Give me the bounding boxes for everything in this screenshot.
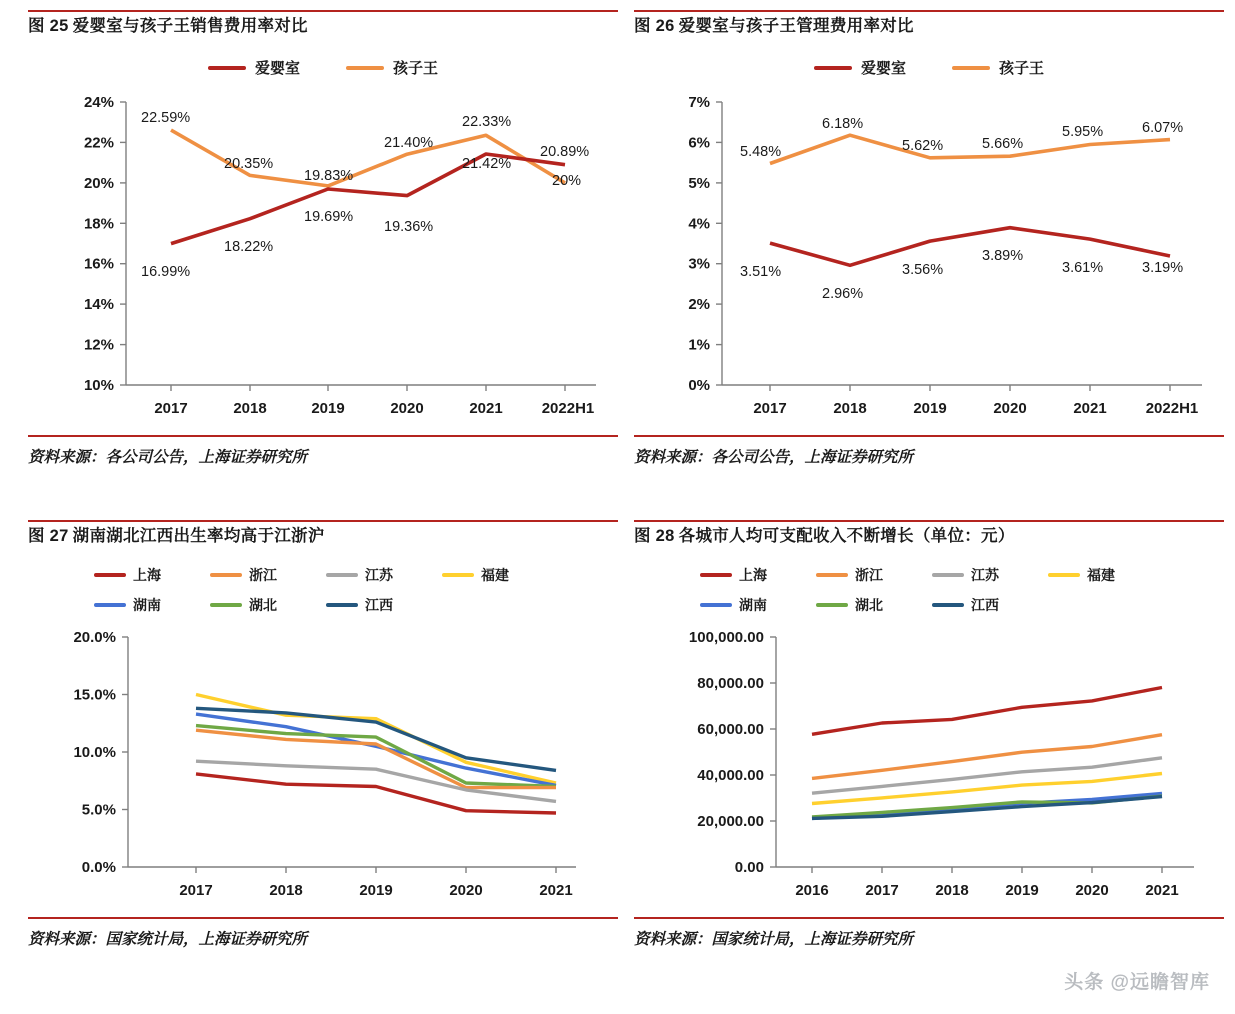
svg-text:5.0%: 5.0% bbox=[81, 801, 116, 819]
figure-27-number: 图 27 bbox=[28, 527, 69, 545]
svg-text:2020: 2020 bbox=[390, 400, 424, 417]
figure-27-title-text: 湖南湖北江西出生率均高于江浙沪 bbox=[72, 527, 325, 545]
legend-item-zhejiang bbox=[816, 565, 926, 585]
legend-label: 江苏 bbox=[365, 567, 393, 583]
legend-swatch-green bbox=[210, 603, 242, 607]
svg-text:100,000.00: 100,000.00 bbox=[688, 629, 764, 646]
figure-25-panel bbox=[28, 10, 618, 480]
svg-text:5.66%: 5.66% bbox=[982, 136, 1024, 152]
svg-text:19.69%: 19.69% bbox=[304, 209, 354, 225]
legend-item-hunan bbox=[94, 595, 204, 615]
legend-item-fujian bbox=[1048, 565, 1158, 585]
legend-swatch-darkblue bbox=[932, 603, 964, 607]
svg-text:2.96%: 2.96% bbox=[822, 286, 864, 302]
legend-label: 孩子王 bbox=[999, 60, 1045, 77]
legend-label: 浙江 bbox=[249, 567, 277, 583]
legend-swatch-darkblue bbox=[326, 603, 358, 607]
figure-26-title-text: 爱婴室与孩子王管理费用率对比 bbox=[678, 17, 914, 35]
svg-text:21.42%: 21.42% bbox=[462, 156, 512, 172]
svg-text:2022H1: 2022H1 bbox=[541, 400, 595, 417]
svg-text:22%: 22% bbox=[83, 134, 114, 152]
legend-item-empty bbox=[442, 595, 552, 615]
svg-text:5.95%: 5.95% bbox=[1062, 124, 1104, 140]
legend-item-fujian bbox=[442, 565, 552, 585]
figure-27-title bbox=[28, 522, 618, 553]
figure-27-panel bbox=[28, 520, 618, 1010]
svg-text:2021: 2021 bbox=[1145, 882, 1179, 899]
svg-text:2019: 2019 bbox=[1005, 882, 1039, 899]
svg-text:3.61%: 3.61% bbox=[1062, 260, 1104, 276]
figure-26-number: 图 26 bbox=[634, 17, 675, 35]
legend-swatch-green bbox=[816, 603, 848, 607]
svg-text:20,000.00: 20,000.00 bbox=[697, 813, 764, 830]
legend-item-zhejiang bbox=[210, 565, 320, 585]
figure-26-source: 资料来源：各公司公告，上海证券研究所 bbox=[634, 435, 1224, 467]
legend-item-aiyingshi bbox=[814, 57, 906, 78]
svg-text:40,000.00: 40,000.00 bbox=[697, 767, 764, 784]
svg-text:5%: 5% bbox=[688, 174, 710, 192]
figure-28-plot bbox=[634, 617, 1224, 917]
legend-swatch-blue bbox=[700, 603, 732, 607]
svg-text:80,000.00: 80,000.00 bbox=[697, 675, 764, 692]
svg-text:0.00: 0.00 bbox=[734, 859, 764, 876]
legend-swatch-blue bbox=[94, 603, 126, 607]
svg-text:3.51%: 3.51% bbox=[740, 264, 782, 280]
legend-label: 孩子王 bbox=[393, 60, 439, 77]
legend-item-haiziwang bbox=[346, 57, 438, 78]
svg-text:15.0%: 15.0% bbox=[73, 686, 116, 704]
svg-text:22.59%: 22.59% bbox=[141, 110, 191, 126]
legend-label: 浙江 bbox=[855, 567, 883, 583]
svg-text:20%: 20% bbox=[83, 174, 114, 192]
legend-swatch-orange bbox=[816, 573, 848, 577]
svg-text:2022H1: 2022H1 bbox=[1145, 400, 1199, 417]
legend-label: 爱婴室 bbox=[860, 60, 906, 77]
svg-text:16%: 16% bbox=[83, 255, 114, 273]
svg-text:2017: 2017 bbox=[154, 400, 188, 417]
legend-item-empty bbox=[1048, 595, 1158, 615]
legend-label: 湖南 bbox=[133, 597, 161, 613]
legend-swatch-orange bbox=[346, 66, 384, 70]
legend-item-aiyingshi bbox=[208, 57, 300, 78]
svg-text:20.89%: 20.89% bbox=[540, 144, 590, 160]
legend-label: 上海 bbox=[739, 567, 767, 583]
legend-item-hubei bbox=[210, 595, 320, 615]
svg-text:7%: 7% bbox=[688, 94, 710, 111]
legend-swatch-red bbox=[94, 573, 126, 577]
svg-text:0%: 0% bbox=[688, 377, 710, 394]
svg-text:10%: 10% bbox=[83, 377, 114, 394]
legend-swatch-gray bbox=[326, 573, 358, 577]
svg-text:22.33%: 22.33% bbox=[462, 114, 512, 130]
svg-text:2018: 2018 bbox=[233, 400, 267, 417]
svg-text:6.18%: 6.18% bbox=[822, 116, 864, 132]
svg-text:24%: 24% bbox=[83, 94, 114, 111]
svg-text:2017: 2017 bbox=[179, 882, 213, 899]
legend-swatch-orange bbox=[210, 573, 242, 577]
figure-27-source: 资料来源：国家统计局，上海证券研究所 bbox=[28, 917, 618, 949]
svg-text:2017: 2017 bbox=[753, 400, 787, 417]
figure-28-legend bbox=[634, 565, 1224, 615]
svg-text:2017: 2017 bbox=[865, 882, 899, 899]
svg-text:2020: 2020 bbox=[1075, 882, 1109, 899]
legend-item-jiangsu bbox=[326, 565, 436, 585]
svg-text:2018: 2018 bbox=[935, 882, 969, 899]
svg-text:60,000.00: 60,000.00 bbox=[697, 721, 764, 738]
figure-26-legend bbox=[634, 57, 1224, 78]
legend-swatch-yellow bbox=[1048, 573, 1080, 577]
figure-28-title bbox=[634, 522, 1224, 553]
svg-text:20.0%: 20.0% bbox=[73, 629, 116, 646]
legend-item-shanghai bbox=[700, 565, 810, 585]
svg-text:12%: 12% bbox=[83, 336, 114, 354]
svg-text:20.35%: 20.35% bbox=[224, 156, 274, 172]
figure-27-plot bbox=[28, 617, 618, 917]
figure-25-number: 图 25 bbox=[28, 17, 69, 35]
legend-item-shanghai bbox=[94, 565, 204, 585]
figure-26-title bbox=[634, 12, 1224, 43]
legend-label: 福建 bbox=[1087, 567, 1115, 583]
legend-swatch-yellow bbox=[442, 573, 474, 577]
svg-text:2019: 2019 bbox=[913, 400, 947, 417]
legend-label: 福建 bbox=[481, 567, 509, 583]
svg-text:4%: 4% bbox=[688, 215, 710, 233]
svg-text:18%: 18% bbox=[83, 215, 114, 233]
legend-swatch-red bbox=[814, 66, 852, 70]
svg-text:5.62%: 5.62% bbox=[902, 138, 944, 154]
svg-text:3.56%: 3.56% bbox=[902, 262, 944, 278]
legend-item-hubei bbox=[816, 595, 926, 615]
legend-label: 江苏 bbox=[971, 567, 999, 583]
figure-26-plot bbox=[634, 80, 1224, 435]
svg-text:20%: 20% bbox=[552, 173, 582, 189]
svg-text:2%: 2% bbox=[688, 296, 710, 314]
svg-text:3%: 3% bbox=[688, 255, 710, 273]
figure-28-source: 资料来源：国家统计局，上海证券研究所 bbox=[634, 917, 1224, 949]
svg-text:2019: 2019 bbox=[359, 882, 393, 899]
svg-text:16.99%: 16.99% bbox=[141, 264, 191, 280]
svg-text:2016: 2016 bbox=[795, 882, 829, 899]
legend-swatch-orange bbox=[952, 66, 990, 70]
legend-label: 江西 bbox=[971, 597, 999, 613]
figure-25-source: 资料来源：各公司公告，上海证券研究所 bbox=[28, 435, 618, 467]
svg-text:2021: 2021 bbox=[539, 882, 573, 899]
figure-25-legend bbox=[28, 57, 618, 78]
figure-28-panel bbox=[634, 520, 1224, 1010]
figure-28-title-text: 各城市人均可支配收入不断增长（单位：元） bbox=[678, 527, 1015, 545]
legend-item-jiangsu bbox=[932, 565, 1042, 585]
legend-swatch-gray bbox=[932, 573, 964, 577]
legend-swatch-red bbox=[208, 66, 246, 70]
legend-item-hunan bbox=[700, 595, 810, 615]
svg-text:2019: 2019 bbox=[311, 400, 345, 417]
svg-text:6.07%: 6.07% bbox=[1142, 120, 1184, 136]
svg-text:0.0%: 0.0% bbox=[81, 859, 116, 876]
legend-label: 湖南 bbox=[739, 597, 767, 613]
legend-label: 湖北 bbox=[249, 597, 277, 613]
legend-item-haiziwang bbox=[952, 57, 1044, 78]
svg-text:3.89%: 3.89% bbox=[982, 248, 1024, 264]
legend-label: 江西 bbox=[365, 597, 393, 613]
svg-text:2020: 2020 bbox=[993, 400, 1027, 417]
svg-text:1%: 1% bbox=[688, 336, 710, 354]
figure-25-title-text: 爱婴室与孩子王销售费用率对比 bbox=[72, 17, 308, 35]
svg-text:19.36%: 19.36% bbox=[384, 219, 434, 235]
svg-text:2018: 2018 bbox=[833, 400, 867, 417]
watermark: 头条 @远瞻智库 bbox=[1064, 972, 1210, 993]
legend-label: 上海 bbox=[133, 567, 161, 583]
svg-text:2021: 2021 bbox=[1073, 400, 1107, 417]
figure-27-legend bbox=[28, 565, 618, 615]
svg-text:14%: 14% bbox=[83, 296, 114, 314]
figure-26-panel bbox=[634, 10, 1224, 480]
svg-text:3.19%: 3.19% bbox=[1142, 260, 1184, 276]
figure-25-plot bbox=[28, 80, 618, 435]
legend-swatch-red bbox=[700, 573, 732, 577]
legend-label: 爱婴室 bbox=[254, 60, 300, 77]
figure-28-number: 图 28 bbox=[634, 527, 675, 545]
legend-label: 湖北 bbox=[855, 597, 883, 613]
svg-text:10.0%: 10.0% bbox=[73, 744, 116, 761]
svg-text:2021: 2021 bbox=[469, 400, 503, 417]
svg-text:6%: 6% bbox=[688, 134, 710, 152]
svg-text:19.83%: 19.83% bbox=[304, 168, 354, 184]
svg-text:2018: 2018 bbox=[269, 882, 303, 899]
figure-25-title bbox=[28, 12, 618, 43]
svg-text:2020: 2020 bbox=[449, 882, 483, 899]
legend-item-jiangxi bbox=[932, 595, 1042, 615]
svg-text:18.22%: 18.22% bbox=[224, 239, 274, 255]
legend-item-jiangxi bbox=[326, 595, 436, 615]
svg-text:5.48%: 5.48% bbox=[740, 144, 782, 160]
svg-text:21.40%: 21.40% bbox=[384, 135, 434, 151]
